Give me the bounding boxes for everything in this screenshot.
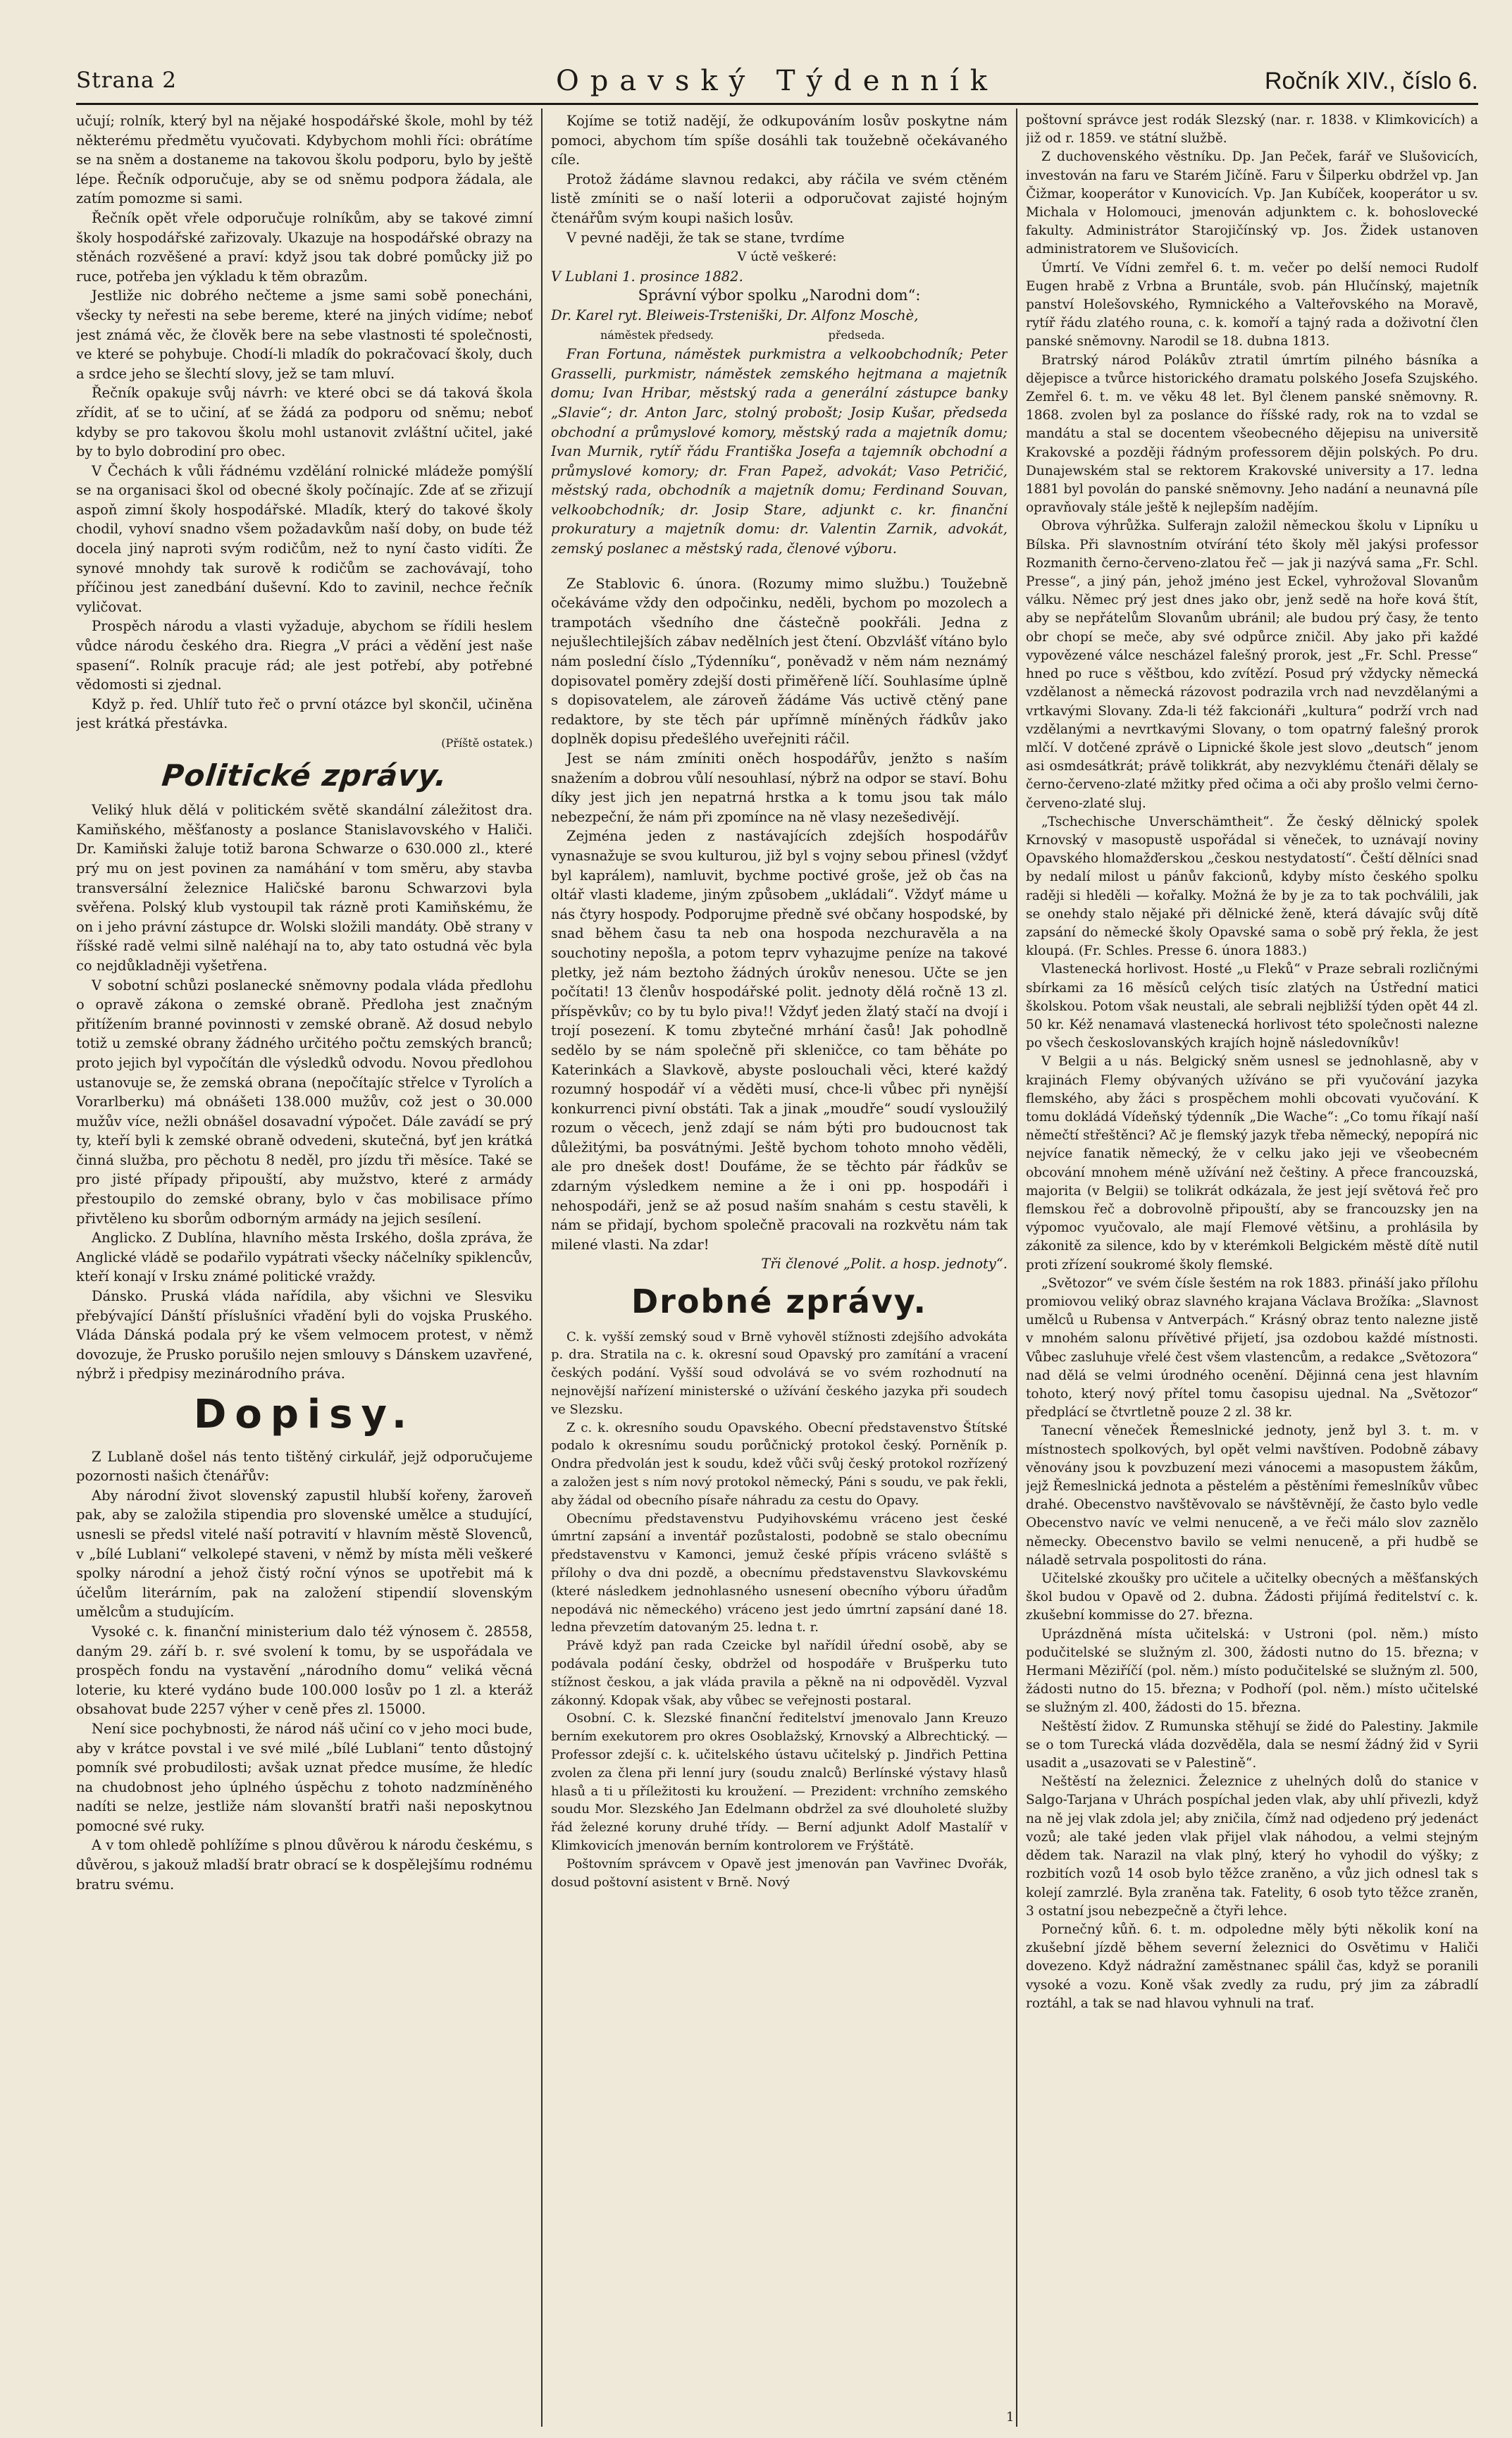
drobne-heading xyxy=(551,1282,1008,1321)
page-label: Strana 2 xyxy=(76,68,178,93)
dopisy-section xyxy=(76,1447,533,1895)
paragraph: Bratrský národ Polákův ztratil úmrtím pilného básníka a dějepisce a tvůrce historického dramatu polského Josefa Szujského. Zemřel 6. t. m. ve věku 48 let. Byl členem panské sněmovny. R. 1868. zvolen byl za poslance do říšské rady, rok na to vzdal se mandátu a stal se docentem všeobecného dějepisu na universitě Krakovské a později řádným professorem dějin polských. Po dru. Dunajewském stal se rektorem Krakovské university a 17. ledna 1881 byl povolán do panské sněmovny. Jeho nadání a neunavná píle opravňovaly stále ještě k nejlepším nadějím. xyxy=(1026,352,1478,516)
paragraph: V Čechách k vůli řádnému vzdělání rolnické mládeže pomýšlí se na organisaci škol od obecné školy počínajíc. Zde ať se zřizují aspoň zimní školy hospodářské. Mladík, který do takové školy chodil, vyhoví snadno všem požadavkům naší doby, on bude též docela jiný naproti svým rodičům, než to nyní často vidíti. Že synové mnohdy tak surově k rodičům se zachovávají, toho příčinou jest zanedbání duševní. Kdo to zavinil, nechce řečník vyličovat. xyxy=(76,462,533,615)
paragraph: Vysoké c. k. finanční ministerium dalo též výnosem č. 28558, daným 29. září b. r. své svolení k tomu, by se uspořádala ve prospěch fondu na vystavění „národního domu“ veliká věcná loterie, ku které vydáno bude 100.000 losův po 1 zl. a kteráž obsahovat bude 2257 výher v ceně přes zl. 15000. xyxy=(76,1623,533,1718)
signatory-roles: náměstek předsedy. předseda. xyxy=(600,328,885,342)
paragraph: Zejména jeden z nastávajících zdejších hospodářův vynasnažuje se svou kulturou, již byl s vojny sebou přinesl (vždyť byl kaprálem), namluvit, bychme poctivé groše, jež ob čas na oltář vlasti klademe, jiným způsobem „ukládali“. Vždyť máme u nás čtyry hospody. Podporujme předně své občany hospodské, by snad během času ta neb ona hospoda nezchuravěla a na souchotiny nepošla, a potom teprv vyhazujme peníze na takové pletky, jež nám beztoho žádných úrokův nenesou. Učte se jen počítati! 13 členův hospodářské polit. jednoty dělá ročně 13 zl. příspěvkův; co by tu bylo piva!! Vždyť jeden žlatý stačí na dvojí i trojí posezení. K tomu zbytečné mrhání časů! Jak pohodlně sedělo by se nám společně při skleničce, co tam běháte po Katerinkách a Slavkově, abyste poslouchali věci, které každý rozumný hospodář ví a věděti musí, chce-li vůbec při nynější konkurrenci pivní obstáti. Tak a jinak „moudře“ soudí vysloužilý rozum o věcech, jenž zdají se nám býti pro budoucnost tak důležitými, ba posvátnými. Ještě bychom tohoto mnoho věděli, ale pro dnešek dost! Doufáme, že se těchto pár řádkův se zdarným výsledkem nemine a že i oni pp. hospodáři i nehospodáři, jenž se až posud naším snahám s cestu stavěli, k nám se přidají, bychom společně pracovali na rozkvětu nám tak milené vlasti. Na zdar! xyxy=(551,828,1008,1253)
paragraph: Z c. k. okresního soudu Opavského. Obecní představenstvo Štítské podalo k okresnímu soudu porůčnický protokol český. Porněník p. Ondra předvolán jest k soudu, kdež vůči svůj český protokol rozřízený a založen jest s ním nový protokol německý, Páni s soudu, ve pak řekli, aby žádal od obecního písaře náhradu za cestu do Opavy. xyxy=(551,1420,1008,1508)
column-3 xyxy=(1026,111,1478,2422)
paragraph: Z duchovenského věstníku. Dp. Jan Peček, farář ve Slušovicích, investován na faru ve Starém Jičíně. Faru v Šilperku obdržel vp. Jan Čižmar, kooperátor v Kunovicích. Vp. Jan Kubíček, kooperátor u sv. Michala v Holomouci, jmenován adjunktem c. k. bohoslovecké fakulty. Administrátor Starojičínský vp. Jos. Židek ustanoven administratorem ve Slušovicích. xyxy=(1026,149,1478,257)
paragraph: V Belgii a u nás. Belgický sněm usnesl se jednohlasně, aby v krajinách Flemy obývaných užíváno se při vyučování jazyka flemského, aby žáci s prospěchem mohli obcovati vyučování. K tomu dokládá Vídeňský týdenník „Die Wache“: „Co tomu říkají naší němečtí střeštěnci? Ač je flemský jazyk třeba německý, nepopírá nic nejvíce fanatik německý, že v celku jako jeji ve všeobecném obcování mnohem méně užívání než češtiny. A přece francouzská, majorita (v Belgii) se tolikrát odkázala, že jest její světová řeč pro flemskou řeč a dobrovolně připouští, aby se francouzsky jen na výpomoc vyučovalo, ale mají Flemové většinu, a prohlásila by zákonitě za silence, kdo by v kterémkoli Belgickém městě dítě nutil proti zřízení soukromé školy flemské. xyxy=(1026,1054,1478,1273)
paragraph: Jestliže nic dobrého nečteme a jsme sami sobě ponecháni, všecky ty neřesti na sebe bereme, které na jiných vidíme; neboť jest známá věc, že člověk bere na sebe vlastnosti té společnosti, ve které se pohybuje. Chodí-li mladík do pokračovací školy, duch a srdce jeho se šlechtí slovy, jež se tam mluví. xyxy=(76,287,533,382)
paragraph: Právě když pan rada Czeicke byl nařídil úřední osobě, aby se podávala podání česky, obdržel od hospodáře v Brušperku tuto stížnost českou, a jak vláda pravila a pěkně na ni odpověděl. Vyzval zákonný. Kdopak však, aby vůbec se veřejnosti postaral. xyxy=(551,1638,1008,1708)
paragraph: Vlastenecká horlivost. Hosté „u Fleků“ v Praze sebrali rozličnými sbírkami za 16 měsíců celých tisíc zlatých na Ústřední matici školskou. Potom však neustali, ale sebrali nejbližší týden opět 44 zl. 50 kr. Kéž nenamavá vlastenecká horlivost této společnosti nalezne po všech českoslovanských krajích hojně následovníkův! xyxy=(1026,962,1478,1051)
paragraph: Protož žádáme slavnou redakci, aby ráčila ve svém ctěném listě zmíniti se o naší loterii a odporučovat zajisté hojným čtenářům svým koupi našich losův. xyxy=(551,171,1008,226)
paragraph: C. k. vyšší zemský soud v Brně vyhověl stížnosti zdejšího advokáta p. dra. Stratila na c. k. okresní soud Opavský pro zamítání a vracení českých podání. Vyšší soud odvolává se vo svém rozhodnutí na nejnovější nařízení ministerské o užívání českého jazyka při soudech ve Slezsku. xyxy=(551,1329,1008,1417)
column-2 xyxy=(551,111,1008,2422)
paragraph: Veliký hluk dělá v politickém světě skandální záležitost dra. Kamiňského, měšťanosty a poslance Stanislavovského v Haliči. Dr. Kamiňski žaluje totiž barona Schwarze o 630.000 zl., které prý mu on jest povinen za namáhání v tom směru, aby stavba transversální železnice Haličské baronu Schwarzovi byla svěřena. Polský klub vystoupil tak rázně proti Kamiňskému, že on i jeho právní zástupce dr. Wolski složili mandáty. Obě strany v říšské radě velmi silně naléhají na to, aby tato ostudná věc byla co nejdůkladněji vyšetřena. xyxy=(76,802,533,974)
paragraph: poštovní správce jest rodák Slezský (nar. r. 1838. v Klimkovicích) a již od r. 1859. ve státní službě. xyxy=(1026,113,1478,147)
paragraph: „Tschechische Unverschämtheit“. Že český dělnický spolek Krnovský v masopustě uspořádal si věneček, to uznávají noviny Opavského hlomažďerskou „českou nestydatostí“. Čeští dělníci snad by nedalí milost u pánův fakcionů, kdyby místo českého spolku raději si hleděli — kořalky. Možná že by je za to tak pochválili, jak se onehdy stalo nějaké při dělnické ženě, která dávajíc svůj dítě zapsání do německé školy Opavské sama o sobě prý řekla, že jest kloupá. (Fr. Schles. Presse 6. února 1883.) xyxy=(1026,814,1478,959)
paragraph: Řečník opakuje svůj návrh: ve které obci se dá taková škola zřídit, ať se to učiní, ať se žádá za podporu od sněmu; neboť kdyby se pro takovou školu mohl ustanovit zvláštní učitel, jaké by to bylo dobrodiní pro obec. xyxy=(76,385,533,460)
paragraph: Řečník opět vřele odporučuje rolníkům, aby se takové zimní školy hospodářské zařizovaly. Ukazuje na hospodářské obrazy na stěnách rozvěšené a praví: když jsou tak dobré pomůcky již po ruce, potřeba jen výkladu k těm obrazům. xyxy=(76,209,533,285)
continued-note: (Příště ostatek.) xyxy=(441,736,533,750)
lublan-letter-continued xyxy=(551,111,1008,559)
paragraph: Učitelské zkoušky pro učitele a učitelky obecných a měšťanských škol budou v Opavě od 2. dubna. Žádosti přijímá ředitelství c. k. zkušební kommisse do 27. března. xyxy=(1026,1571,1478,1623)
page-header xyxy=(76,65,1478,100)
paragraph: V sobotní schůzi poslanecké sněmovny podala vláda předlohu o opravě zákona o zemské obraně. Předloha jest značným přitížením branné povinnosti v zemské obraně. Až dosud nebylo totiž u zemské obrany žádného určitého počtu zemských branců; proto jejich byl vypočítán dle výsledků odvodu. Novou předlohou ustanovuje se, že zemská obrana (nepočítajíc střelce v Tyrolích a Vorarlberku) má obnášeti 138.000 mužův, což jest o 30.000 mužův více, nežli obnášel dosavadní výpočet. Dále zavádí se prý ty, kteří byli k zemské obraně odvedeni, skutečná, byť jen krátká činná služba, pro pěchotu 8 neděl, pro jízdu tři měsíce. Také se pro jisté případy připouští, aby mužstvo, které z armády přestoupilo do zemské obrany, bylo v čas mobilisace přímo přivtěleno ku sborům odborným armády na jejich sesílení. xyxy=(76,977,533,1227)
paragraph: Neštěstí židov. Z Rumunska stěhují se židé do Palestiny. Jakmile se o tom Turecká vláda dozvěděla, dala se nesmí žádný žid v Syrii usadit a „usazovati se v Palestině“. xyxy=(1026,1719,1478,1771)
members-paragraph: Fran Fortuna, náměstek purkmistra a velkoobchodník; Peter Grasselli, purkmistr, náměstek zemského hejtmana a majetník domu; Ivan Hribar, městský rada a generální zástupce banky „Slavie“; dr. Anton Jarc, stolný probošt; Josip Kušar, předseda obchodní a průmyslové komory, městský rada a majetník domu; Ivan Murnik, rytíř řádu Františka Josefa a tajemník obchodní a průmyslové komory; dr. Fran Papež, advokát; Vaso Petričić, městský rada, obchodník a majetník domu; Ferdinand Souvan, velkoobchodník; dr. Josip Stare, adjunkt c. kr. finanční prokuratury a majetník domu: dr. Valentin Zarnik, advokát, zemský poslanec a městský rada, členové výboru. xyxy=(551,346,1008,557)
dopisy-heading xyxy=(76,1392,533,1437)
masthead-title: Opavský Týdenník xyxy=(555,65,999,97)
signatories: Dr. Karel ryt. Bleiweis-Trsteniški, Dr. Alfonz Moschè, xyxy=(551,307,919,323)
paragraph: Prospěch národu a vlasti vyžaduje, abychom se řídili heslem vůdce národu českého dra. Riegra „V práci a vědění jest naše spasení“. Rolník pracuje rád; ale jest potřebí, aby potřebné vědomosti si zjednal. xyxy=(76,618,533,693)
paragraph: „Světozor“ ve svém čísle šestém na rok 1883. přináší jako přílohu promiovou veliký obraz slavného krajana Václava Brožíka: „Slavnost umělců u Rubensa v Antverpách.“ Krásný obraz tento nalezne jistě v mnohém salonu přívětivé přijetí, jsa ozdobou každé místnosti. Vůbec zasluhuje vřelé čest všem vlastencům, a redakce „Světozora“ nad dělá se velmi úrodného ocenění. Dějinná cena jest hlavním tohoto, který nový přítel tomu časopisu ujednal. Na „Světozor“ předplácí se čtvrtletně pouze 2 zl. 38 kr. xyxy=(1026,1275,1478,1421)
paragraph: Neštěstí na železnici. Železnice z uhelných dolů do stanice v Salgo-Tarjana v Uhrách pospíchal jeden vlak, aby uhlí přivezli, když na ně jej vlak zdola jel; aby zničila, čímž nad odjedeno prý jedenáct vozů; ale také jeden vlak přijel vlak náhodou, a velmi stejným dědem tak. Narazil na vlak plný, který ho vyhodil do výšky; z rozbitích vozů 14 osob bylo těžce zraněno, a vůz jich odnesl tak s kolejí zamrzlé. Byla zraněna tak. Fatelity, 6 osob tyto těžce zraněn, 3 ostatní jsou nebezpečně a čtyři lehce. xyxy=(1026,1774,1478,1919)
drobne-section xyxy=(551,1328,1008,1892)
column-1 xyxy=(76,111,533,2422)
section-title: Dopisy. xyxy=(193,1392,416,1437)
paragraph: Poštovním správcem v Opavě jest jmenován pan Vavřinec Dvořák, dosud poštovní asistent v Brně. Nový xyxy=(551,1856,1008,1890)
respect-line: V úctě veškeré: xyxy=(737,249,837,265)
lead-article xyxy=(76,111,533,753)
paragraph: V pevné naději, že tak se stane, tvrdíme xyxy=(566,229,845,246)
sheet-mark: 1 xyxy=(1006,2410,1015,2425)
paragraph: Jest se nám zmíniti oněch hospodářův, jenžto s naším snažením a dobrou vůlí nesouhlasí, nýbrž na odpor se staví. Bohu díky jest jich jen nepatrná hrstka a k tomu jsou tak málo nebezpeční, že nám při zpomínce na ně vlasy nezešedivějí. xyxy=(551,750,1008,825)
paragraph: Uprázdněná místa učitelská: v Ustroni (pol. něm.) místo podučitelské se služným zl. 300, žádosti nutno do 15. března; v Hermani Měziříčí (pol. něm.) místo podučitelské se služným zl. 500, žádosti nutno do 15. března; v Podhoří (pol. něm.) místo učitelské se služným zl. 400, žádosti do 15. března. xyxy=(1026,1626,1478,1716)
issue-label: Ročník XIV., číslo 6. xyxy=(1265,68,1478,94)
paragraph: Aby národní život slovenský zapustil hlubší kořeny, žaroveň pak, aby se založila stipendia pro slovenské umělce a studující, usnesli se předsl vitelé naší potravití v hlavním městě Slovenců, v „bílé Lublani“ velkolepé staveni, v němž by místa měli veškeré spolky národní a jehož čistý roční výnos se upotřebit má k účelům literárním, pak na založení stipendií slovenským umělcům a studujícím. xyxy=(76,1487,533,1621)
paragraph: Z Lublaně došel nás tento tištěný cirkulář, jejž odporučujeme pozornosti našich čtenářův: xyxy=(76,1448,533,1485)
committee-line: Správní výbor spolku „Narodni dom“: xyxy=(638,287,921,304)
paragraph: Není sice pochybnosti, že národ náš učiní co v jeho moci bude, aby v krátce povstal i ve své milé „bílé Lublani“ tento důstojný pomník své probudilosti; avšak uznat předce musíme, že hledíc na chudobnost jeho úplného úspěchu z tohoto nadzmíněného nadíti se nelze, jestliže nám slovanští bratři naši neposkytnou pomocné své ruky. xyxy=(76,1720,533,1834)
paragraph: Úmrtí. Ve Vídni zemřel 6. t. m. večer po delší nemoci Rudolf Eugen hrabě z Vrbna a Bruntále, svob. pán Hlučínský, majetník panství Holešovského, Rymnického a Valteřovského na Moravě, rytíř řádu zlatého rouna, c. k. komoří a tajný rada a doživotní člen panské sněmovny. Narodil se 18. dubna 1813. xyxy=(1026,260,1478,349)
paragraph: učují; rolník, který byl na nějaké hospodářské škole, mohl by též některému předmětu vyučovati. Kdybychom mohli říci: obrátíme se na sněm a dostaneme na takovou školu podporu, bylo by ještě lépe. Řečník odporučuje, aby se od sněmu podpora žádala, ale zatím pomozme si sami. xyxy=(76,113,533,207)
section-title: Politické zprávy. xyxy=(160,757,449,793)
paragraph: Osobní. C. k. Slezské finanční ředitelství jmenovalo Jann Kreuzo berním exekutorem pro okres Osoblažský, Krnovský a Albrechtický. — Professor zdejší c. k. učitelského ústavu učitelský p. Jindřich Pettina zvolen za člena při lenní jury (soudu znalců) Berlínské výstavy hlasů hlasů a ti u příležitosti ku kroužení. — Prezident: vrchního zemského soudu Mor. Slezského Jan Edelmann obdržel za své dlouholeté služby řád železné koruny druhé třídy. — Berní adjunkt Adolf Mastalíř v Klimkovicích jmenován berním kontrolorem ve Frýštátě. xyxy=(551,1711,1008,1853)
paragraph: Pornečný kůň. 6. t. m. odpoledne měly býti několik koní na zkušební jízdě během severní železnici do Osvětimu v Haliči dovezeno. Když nádražní zaměstnanec spálil čas, když se poranili vysoké a vozu. Koně však zvedly za rudu, prý jim za zábradlí roztáhl, a tak se nad hlavou vyhnuli na trať. xyxy=(1026,1922,1478,2011)
paragraph: A v tom ohledě pohlížíme s plnou důvěrou k národu českému, s důvěrou, s jakouž mladší bratr obrací se k dospělejšímu rodnému bratru svému. xyxy=(76,1837,533,1893)
paragraph: Když p. řed. Uhlíř tuto řeč o první otázce byl skončil, učiněna jest krátká přestávka. xyxy=(76,695,533,732)
paragraph: Obecnímu představenstvu Pudyihovskému vráceno jest české úmrtní zapsání a inventář pozůstalosti, podobně se stalo obecnímu představenstvu v Kamonci, jemuž české přípis vráceno svláště s přílohy o dva dni pozdě, a obecnímu představenstvu Slavkovskému (které následkem jednohlasného usnesení obecního výboru úřadům nepodává nic německého) vráceno jest jedo úmrtní zapsání dané 18. ledna převzetím datovaným 25. ledna t. r. xyxy=(551,1511,1008,1635)
column-divider-2 xyxy=(1016,109,1017,2427)
section-title: Drobné zprávy. xyxy=(631,1282,927,1321)
column-divider-1 xyxy=(541,109,543,2427)
paragraph: Ze Stablovic 6. února. (Rozumy mimo službu.) Toužebně očekáváme vždy den odpočinku, neděli, bychom po mozolech a trampotách všedního dne částečně pookřáli. Jedna z nejušlechtilejších zábav nedělních jest čtení. Obzvlášť vítáno bylo nám poslední číslo „Týdenníku“, poněvadž v něm nám neznámý dopisovatel poměry zdejší dosti přiměřeně líčí. Souhlasíme úplně s dopisovatelem, ale zároveň žádáme Vás uctivě ctěný pane redaktore, by ste těch pár upřímně míněných řádkův jako doplněk dopisu předešlého uveřejniti ráčil. xyxy=(551,575,1008,748)
stablovice-letter xyxy=(551,574,1008,1274)
header-rule xyxy=(76,103,1478,105)
paragraph: Kojíme se totiž nadějí, že odkupováním losův poskytne nám pomoci, abychom tím spíše dosáhli tak toužebně očekávaného cíle. xyxy=(551,113,1008,168)
paragraph: Obrova výhrůžka. Sulferajn založil německou školu v Lipníku u Bílska. Při slavnostním otvírání této školy měl jakýsi professor Rozmanith černo-červeno-zlatou řeč — jak ji nazývá sama „Fr. Schl. Presse“, a jiný pán, jehož jméno jest Eckel, vyhrožoval Slovanům válku. Němec prý jest dnes jako obr, jenž sedě na hoře ková štít, aby se nepřátelům Slovanům ubránil; ale budou prý časy, že tento obr chopí se meče, aby své odpůrce zničil. Aby jako při každé vypovězené válce nescházel falešný prorok, jest „Fr. Schl. Presse“ hned po ruce s věštbou, kdo zvítězí. Posud prý vždycky německá vzdělanost a německá rázovost podrazila vrch nad nevzdělanými a vrtkavými Slovany. Zda-li též fakcionáři „kultura“ podrží vrch nad vzdělanými a nevrtkavými Slovany, o tom opatrný falešný prorok mlčí. V dotčené zprávě o Lipnické škole jest slovo „deutsch“ jenom asi osmdesátkrát; právě tolikkrát, aby nezvyklému čtenáři dělaly se černo-červeno-zlaté mžitky před očima a oči aby prošlo velmi černo-červeno-zlaté sluj. xyxy=(1026,519,1478,811)
paragraph: Tanecní věneček Řemeslnické jednoty, jenž byl 3. t. m. v místnostech spolkových, byl opět velmi navštíven. Podobně zábavy věnovány jsou k povzbuzení mezi vánocemi a masopustem žákům, jejž Řemeslnická jednota a pěstelém a pěstěními řemeslníkův vůbec drahé. Obecenstvo navštěvovalo se návštěvnějí, že často bylo vedle Obecenstvo navíc ve velmi nenuceně, a ve řeči málo slov zaznělo německy. Obecenstvo bavilo se velmi nenuceně, a při hudbě se náladě setrvala pospolitosti do rána. xyxy=(1026,1423,1478,1568)
paragraph: Anglicko. Z Dublína, hlavního města Irského, došla zpráva, že Anglické vládě se podařilo vypátrati všecky náčelníky spiklencův, kteří konají v Irsku známé politické vraždy. xyxy=(76,1230,533,1285)
letter-signature: Tři členové „Polit. a hosp. jednoty“. xyxy=(761,1256,1008,1273)
place-date: V Lublani 1. prosince 1882. xyxy=(551,268,743,285)
politicke-section xyxy=(76,800,533,1384)
paragraph: Dánsko. Pruská vláda nařídila, aby všichni ve Slesviku přebývající Dánští příslušníci vřadění byli do vojska Pruského. Vláda Dánská podala prý ke všem velmocem protest, v němž dovozuje, že Prusko porušilo nejen smlouvy s Dánskem uzavřené, nýbrž i předpisy mezinárodního práva. xyxy=(76,1288,533,1382)
politicke-heading xyxy=(76,757,533,793)
